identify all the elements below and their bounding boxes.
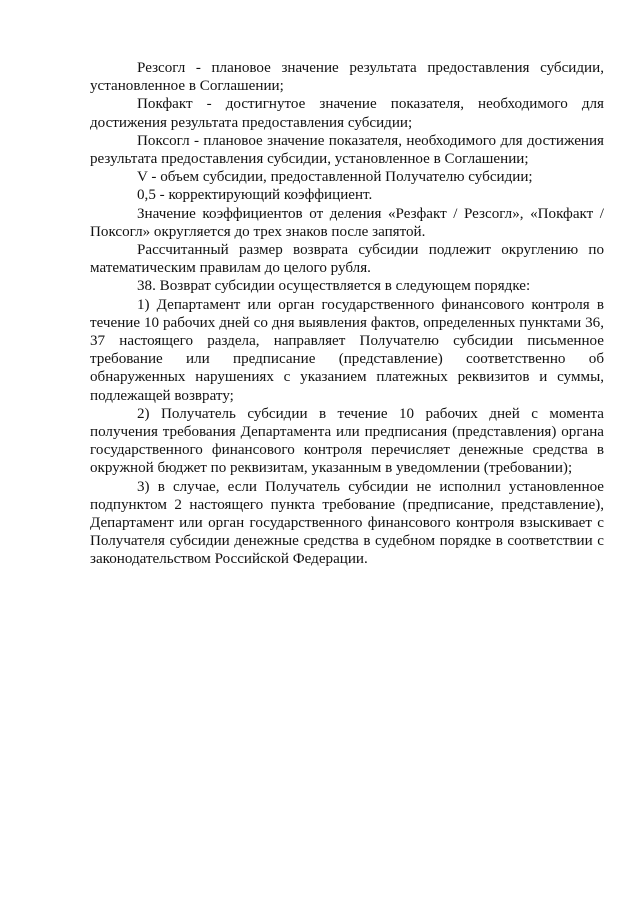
paragraph-rounding-coefficients: Значение коэффициентов от деления «Резфакт / Резсогл», «Покфакт / Поксогл» округляется до трех знаков после запятой. <box>90 205 604 240</box>
paragraph-rounding-refund: Рассчитанный размер возврата субсидии подлежит округлению по математическим правилам до целого рубля. <box>90 242 604 277</box>
paragraph-rezsogl-definition: Резсогл - плановое значение результата предоставления субсидии, установленное в Соглашении; <box>90 60 604 95</box>
paragraph-item-1: 1) Департамент или орган государственного финансового контроля в течение 10 рабочих дней со дня выявления фактов, определенных пунктами 36, 37 настоящего раздела, направляет Получателю субсидии письменное требование или предписание (представление) соответственно об обнаруженных нарушениях с указанием платежных реквизитов и суммы, подлежащей возврату; <box>90 296 604 404</box>
paragraph-pokfakt-definition: Покфакт - достигнутое значение показателя, необходимого для достижения результата предоставления субсидии; <box>90 96 604 131</box>
paragraph-poksogl-definition: Поксогл - плановое значение показателя, необходимого для достижения результата предоставления субсидии, установленное в Соглашении; <box>90 132 604 168</box>
paragraph-item-2: 2) Получатель субсидии в течение 10 рабочих дней с момента получения требования Департамента или предписания (представления) органа государственного финансового контроля перечисляет денежные средства в окружной бюджет по реквизитам, указанным в уведомлении (требовании); <box>90 405 604 477</box>
paragraph-coefficient-definition: 0,5 - корректирующий коэффициент. <box>137 187 373 204</box>
paragraph-section-38: 38. Возврат субсидии осуществляется в следующем порядке: <box>137 278 531 295</box>
paragraph-item-3: 3) в случае, если Получатель субсидии не исполнил установленное подпунктом 2 настоящего пункта требование (предписание, представление), Департамент или орган государственного финансового контроля взыскивает с Получателя субсидии денежные средства в судебном порядке в соответствии с законодательством Российской Федерации. <box>90 478 604 568</box>
paragraph-v-definition: V - объем субсидии, предоставленной Получателю субсидии; <box>137 169 533 186</box>
document-page <box>90 59 604 569</box>
